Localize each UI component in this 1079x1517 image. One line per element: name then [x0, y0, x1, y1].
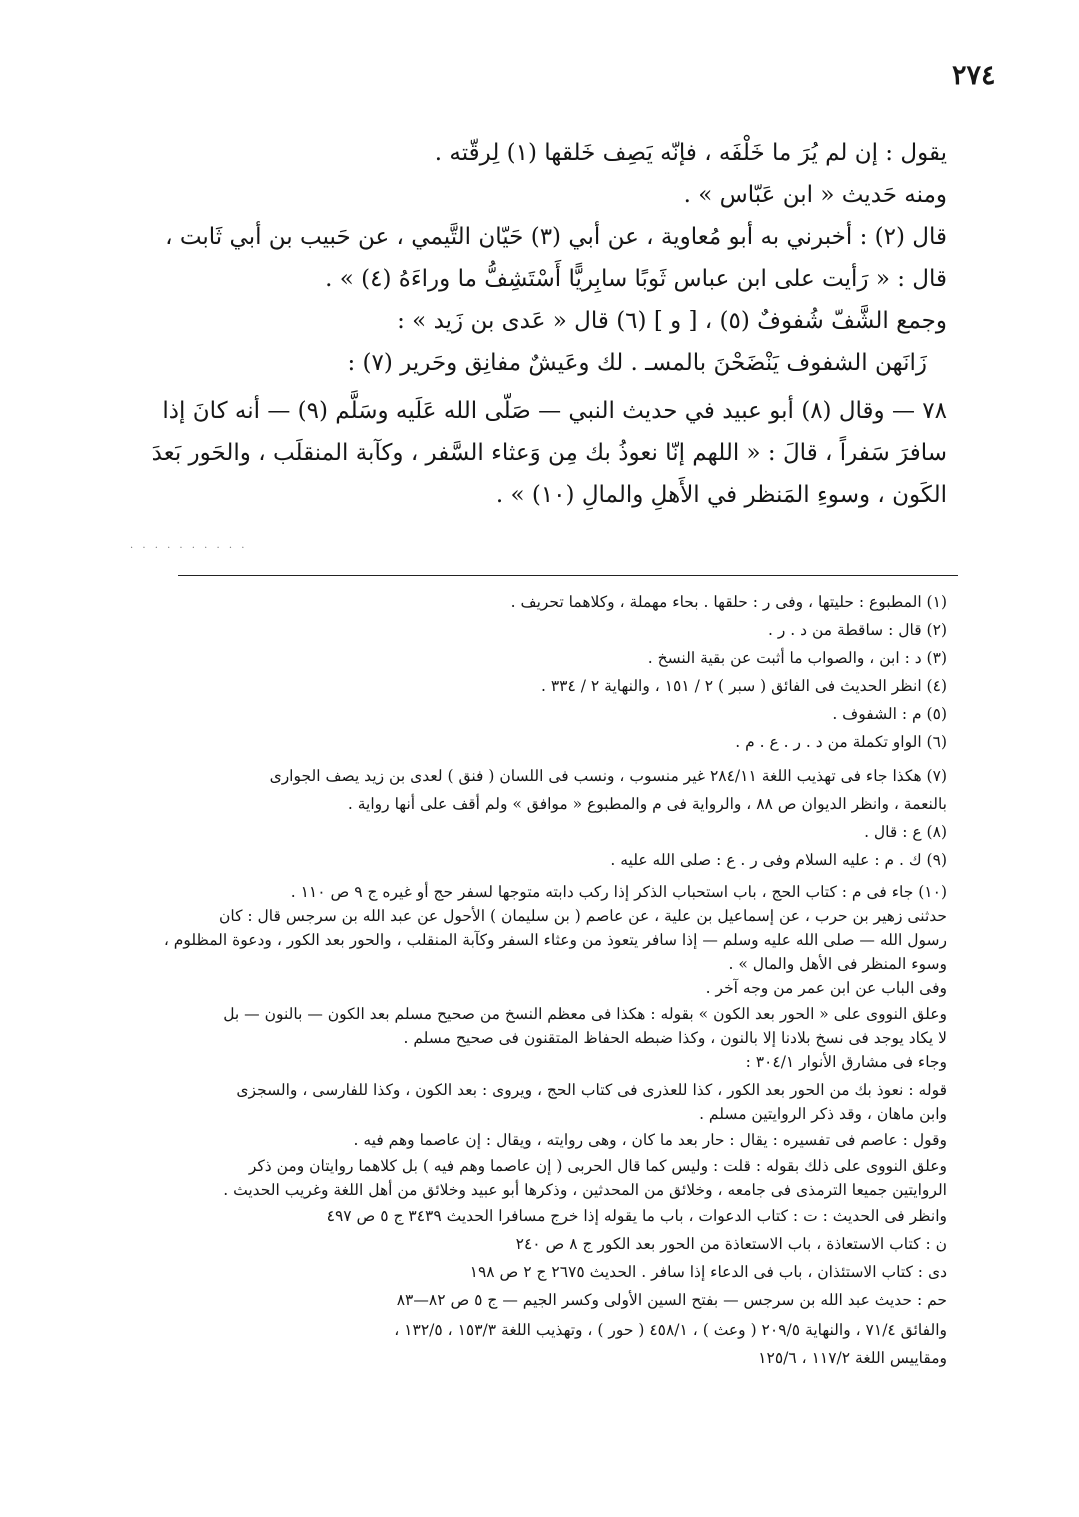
text-line: الكَون ، وسوءِ المَنظر في الأَهلِ والمالِ (١٠) » . [495, 482, 947, 508]
footnote-continuation: والفائق ٧١/٤ ، والنهاية ٢٠٩/٥ ( وعث ) ، ٤٥٨/١ ( حور ) ، وتهذيب اللغة ١٥٣/٣ ، ١٣٢/٥ ، [394, 1321, 947, 1339]
footnote: (١٠) جاء فى م : كتاب الحج ، باب استحباب الذكر إذا ركب دابته متوجها لسفر حج أو غيره ج ٩ ص ١١٠ . [290, 883, 947, 901]
footnote: (٤) انظر الحديث فى الفائق ( سبر ) ٢ / ١٥١ ، والنهاية ٢ / ٣٣٤ . [540, 677, 947, 695]
verse-line: زَانَهن الشفوف يَنْضَحْنَ بالمسـ . لك وعَيشٌ مفانِق وحَرير (٧) : [347, 350, 927, 376]
footnote-continuation: لا يكاد يوجد فى نسخ بلادنا إلا بالنون ، وكذا ضبطه الحفاظ المتقنون فى صحيح مسلم . [403, 1029, 947, 1047]
footnote-continuation: وسوء المنظر فى الأهل والمال » . [728, 955, 947, 973]
footnote-continuation: بالنعمة ، وانظر الديوان ص ٨٨ ، والرواية فى م والمطبوع « موافق » ولم أقف على أنها رواية . [347, 795, 947, 813]
text-line: يقول : إن لم يُرَ ما خَلْفَه ، فإنّه يَصِف خَلقها (١) لِرقّته . [434, 140, 947, 166]
footnote-continuation: حم : حديث عبد الله بن سرجس — بفتح السين الأولى وكسر الجيم — ج ٥ ص ٨٢—٨٣ [396, 1291, 947, 1309]
footnote-continuation: رسول الله — صلى الله عليه وسلم — إذا سافر يتعوذ من وعثاء السفر وكآبة المنقلب ، والحور بعد الكور ، ودعوة المظلوم ، [163, 931, 947, 949]
page-number: ٢٧٤ [952, 60, 996, 91]
footnote-continuation: وفى الباب عن ابن عمر من وجه آخر . [705, 979, 947, 997]
footnote: (٦) الواو تكملة من د . ر . ع . م . [735, 733, 947, 751]
footnote: (٢) قال : ساقطة من د . ر . [768, 621, 947, 639]
footnote-continuation: وقول : عاصم فى تفسيره : يقال : حار بعد ما كان ، وهى روايته ، ويقال : إن عاصما وهم فيه . [353, 1131, 947, 1149]
print-smudge: . . . . . . . . . . [130, 540, 248, 551]
text-line: ومنه حَديث « ابن عَبّاس » . [683, 182, 947, 208]
text-line: سافرَ سَفراً ، قالَ : « اللهم إنّا نعوذُ بك مِن وَعثاء السَّفر ، وكآبة المنقلَب ، والحَور بَعدَ [151, 440, 947, 466]
footnote-continuation: وجاء فى مشارق الأنوار ٣٠٤/١ : [745, 1053, 947, 1071]
footnote-continuation: قوله : نعوذ بك من الحور بعد الكور ، كذا للعذرى فى كتاب الحج ، ويروى : بعد الكون ، وكذا للفارسى ، والسجزى [236, 1081, 947, 1099]
footnote-continuation: ن : كتاب الاستعاذة ، باب الاستعاذة من الحور بعد الكور ج ٨ ص ٢٤٠ [515, 1235, 947, 1253]
footnote: (٧) هكذا جاء فى تهذيب اللغة ٢٨٤/١١ غير منسوب ، ونسب فى اللسان ( فنق ) لعدى بن زيد يصف الجوارى [269, 767, 947, 785]
footnote-continuation: حدثنى زهير بن حرب ، عن إسماعيل بن علية ، عن عاصم ( بن سليمان ) الأحول عن عبد الله بن سرجس قال : كان [218, 907, 947, 925]
footnote-continuation: وابن ماهان ، وقد ذكر الروايتين مسلم . [699, 1105, 947, 1123]
footnote-continuation: الروايتين جميعا الترمذى فى جامعه ، وخلائق من المحدثين ، وذكرها أبو عبيد وخلائق من أهل اللغة وغريب الحديث . [223, 1181, 947, 1199]
footnote-continuation: وعلق النووى على « الحور بعد الكون » بقوله : هكذا فى معظم النسخ من صحيح مسلم بعد الكون — بالنون — بل [223, 1005, 947, 1023]
footnote-continuation: وانظر فى الحديث : ت : كتاب الدعوات ، باب ما يقوله إذا خرج مسافرا الحديث ٣٤٣٩ ج ٥ ص ٤٩٧ [326, 1207, 947, 1225]
footnote: (١) المطبوع : حليتها ، وفى ر : حلقها . بحاء مهملة ، وكلاهما تحريف . [510, 593, 947, 611]
text-line: قال : « رَأيت على ابن عباس ثَوبًا سابِريًّا أَسْتَشِفُّ ما وراءَهُ (٤) » . [325, 266, 947, 292]
footnote: (٥) م : الشفوف . [832, 705, 947, 723]
footnote: (٨) ع : قال . [864, 823, 947, 841]
footnote-divider [178, 575, 958, 576]
footnote-continuation: وعلق النووى على ذلك بقوله : قلت : وليس كما قال الحربى ( إن عاصما وهم فيه ) بل كلاهما روايتان ومن ذكر [248, 1157, 947, 1175]
text-line: قال (٢) : أخبرني به أبو مُعاوية ، عن أبي (٣) حَيّان التَّيمي ، عن حَبيب بن أبي ثَابت ، [165, 224, 947, 250]
footnote: (٩) ك . م : عليه السلام وفى ر . ع : صلى الله عليه . [610, 851, 947, 869]
text-line: ٧٨ — وقال (٨) أبو عبيد في حديث النبي — صَلّى الله عَلَيه وسَلَّم (٩) — أنه كانَ إذا [162, 398, 947, 424]
footnote: (٣) د : ابن ، والصواب ما أثبت عن بقية النسخ . [647, 649, 947, 667]
footnote-continuation: ومقاييس اللغة ١١٧/٢ ، ١٢٥/٦ [758, 1349, 947, 1367]
footnote-continuation: دى : كتاب الاستئذان ، باب فى الدعاء إذا سافر . الحديث ٢٦٧٥ ج ٢ ص ١٩٨ [469, 1263, 947, 1281]
text-line: وجمع الشَّفّ شُفوفٌ (٥) ، [ و ] (٦) قال « عَدى بن زَيد » : [397, 308, 947, 334]
